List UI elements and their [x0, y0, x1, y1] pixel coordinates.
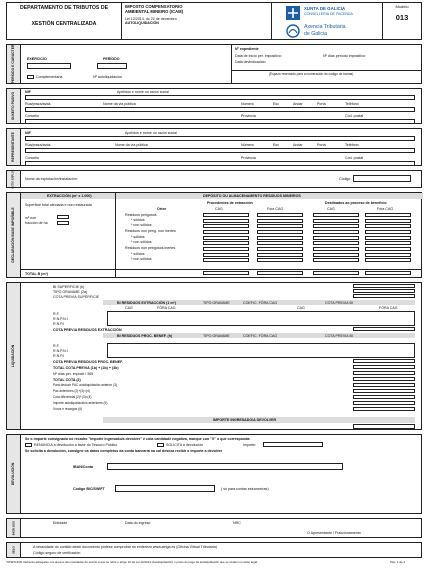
- nonhazardous-label: Residuos non perig. non inertes: [125, 229, 176, 233]
- date-label: Data do ingreso: [125, 521, 151, 525]
- base-cell[interactable]: [365, 258, 411, 262]
- rep-nif-field[interactable]: [25, 136, 415, 141]
- entity-label: Entidade: [53, 521, 68, 525]
- rep-city-field[interactable]: [25, 161, 415, 166]
- base-total-cell[interactable]: [257, 271, 303, 275]
- logo-box: [272, 2, 382, 40]
- refund-line1: Se o importe consignado no recadro "Importe ingresado/a devolver" é cota cantidade negativa, marque cun "X" o que corresponda:: [25, 437, 251, 441]
- renounce-checkbox[interactable]: [25, 443, 32, 447]
- extraction-cag-2: CAG: [297, 306, 305, 310]
- period-divider: [231, 45, 232, 83]
- base-cell[interactable]: [313, 236, 359, 240]
- inert-solid: * sólidos: [131, 252, 145, 256]
- base-cell[interactable]: [365, 253, 411, 257]
- rep-name-label: Apelidos e nome ou razón social: [125, 131, 177, 135]
- base-cell[interactable]: [365, 213, 411, 217]
- base-vline: [115, 193, 116, 277]
- fraction-field[interactable]: [57, 221, 69, 225]
- taxpayer-door: Porta: [317, 102, 326, 106]
- benef-bi-label: BI RESIDUOS PROC. BENEF. (h): [117, 334, 173, 338]
- agency-text-1: Axencia Tributaria: [304, 24, 346, 30]
- base-cell[interactable]: [257, 230, 303, 234]
- taxpayer-street-name: Nome da vía pública: [103, 102, 136, 106]
- iban-label: IBAN/Conta: [73, 465, 93, 469]
- nonhazardous-nonsolid: * non sólidos: [131, 240, 152, 244]
- taxpayer-nif-label: NIF: [25, 90, 31, 94]
- verification-side: [7, 543, 21, 557]
- base-total-cell[interactable]: [365, 271, 411, 275]
- taxpayer-number: Número: [241, 102, 254, 106]
- activity-section: [6, 170, 422, 188]
- liquidation-section: [6, 282, 422, 430]
- deduct-pac: Para deducir PAC autoliquidación anterior (3): [53, 383, 117, 387]
- orixe-label: Orixe: [157, 207, 167, 211]
- base-cell[interactable]: [203, 213, 249, 217]
- base-cell[interactable]: [257, 253, 303, 257]
- prev-amounts: Importe autoliquidacións anteriores (5): [53, 401, 108, 405]
- hazardous-label: Residuos perigosos: [125, 213, 157, 217]
- liq-line-3: COTA PREVIA SUPERFICIE: [53, 295, 100, 299]
- base-cell[interactable]: [313, 253, 359, 257]
- liq-field-2[interactable]: [353, 289, 415, 293]
- department-line2: XESTIÓN CENTRALIZADA: [31, 20, 97, 27]
- taxable-base-section: [6, 192, 422, 278]
- rep-municipality: Concello: [25, 156, 39, 160]
- representative-section: [6, 128, 422, 166]
- taxpayer-phone: Teléfono: [345, 102, 359, 106]
- accrual-label: Data devindicación:: [235, 60, 267, 64]
- taxpayer-floor: Andar: [293, 102, 303, 106]
- prev-self-assessment-label: Nº autoliquidación: [93, 75, 122, 79]
- representative-side: [7, 129, 21, 165]
- base-cell[interactable]: [257, 247, 303, 251]
- request-label: SOLICITA a devolución: [166, 443, 204, 447]
- taxpayer-street-type: Rúa/praza/avda.: [25, 102, 52, 106]
- base-cell[interactable]: [203, 247, 249, 251]
- base-total-line: [21, 269, 421, 270]
- period-hline: [231, 70, 421, 71]
- m2-field[interactable]: [57, 215, 69, 219]
- verification-section: [6, 542, 422, 558]
- benef-grid[interactable]: [107, 343, 415, 358]
- base-cell[interactable]: [257, 236, 303, 240]
- period-section: [6, 44, 422, 84]
- base-cell[interactable]: [313, 219, 359, 223]
- logo-text-1: XUNTA DE GALICIA: [304, 6, 346, 11]
- extraction-rnpni: R.N.P.N.I: [53, 317, 68, 321]
- liq-line-1: BI SUPERFICIE (b): [53, 285, 85, 289]
- rep-postal-code: Cód. postal: [345, 156, 364, 160]
- complementary-option[interactable]: [27, 75, 62, 79]
- coef-fora-cag-2: COEFIC. FÓRA CAG: [243, 334, 278, 338]
- base-side: [7, 193, 21, 277]
- hazardous-solid: * sólidos: [131, 218, 145, 222]
- tipo-gravame-1: TIPO GRAVAME: [203, 301, 230, 305]
- benef-cota-field[interactable]: [353, 359, 415, 363]
- file-no-label: Nº expediente: [235, 47, 259, 51]
- tax-title-line1: IMPOSTO COMPENSATORIO: [125, 4, 183, 9]
- diff-quota: Cota diferencial (2)+(3)=(4): [53, 395, 92, 399]
- period-side-label: PERÍODO E CARÁCTER: [10, 44, 15, 84]
- base-cell[interactable]: [257, 213, 303, 217]
- rep-door: Porta: [317, 143, 326, 147]
- liq-field-3[interactable]: [353, 294, 415, 298]
- logo-text-2: CONSELLERÍA DE FACENDA: [304, 12, 353, 16]
- bic-field[interactable]: [115, 485, 215, 492]
- payment-side: [7, 519, 21, 537]
- liquidation-side: [7, 283, 21, 429]
- rep-stair: Esc: [273, 143, 279, 147]
- verification-line2: Código seguro de verificación: [33, 551, 81, 555]
- taxpayer-name-label: Apelidos e nome ou razón social: [117, 90, 169, 94]
- nrc-label: NRC: [233, 521, 241, 525]
- payment-side-label: INGR. ESO: [10, 520, 15, 536]
- cota-previa-bi-2: COTA PREVIA BI: [325, 334, 353, 338]
- cag-col-2: CAG: [327, 207, 335, 211]
- extraction-fora-cag-2: FÓRA CAG: [379, 306, 398, 310]
- surface-label: Superficie total afectada e non restaurada: [25, 203, 92, 207]
- fraction-label: fracción de ha: [25, 221, 48, 225]
- liquidation-side-label: LIQUIDACIÓN: [10, 344, 15, 368]
- tax-title-box: [121, 2, 272, 40]
- base-total-cell[interactable]: [203, 271, 249, 275]
- base-cell[interactable]: [365, 241, 411, 245]
- taxpayer-nif-field[interactable]: [25, 95, 415, 100]
- taxpayer-postal-code: Cód. postal: [345, 114, 364, 118]
- refund-import-label: Importe:: [243, 443, 257, 447]
- taxpayer-side: [7, 89, 21, 123]
- cota-previa-bi-1: COTA PREVIA BI: [325, 301, 353, 305]
- form-page: [6, 2, 422, 572]
- operation-name-label: Nome da explotación/instalación:: [25, 177, 78, 181]
- waste-header: DEPÓSITO OU ALMACENAMENTO RESIDUOS MINEIROS: [203, 194, 301, 198]
- total-cota: TOTAL COTA (2): [53, 378, 81, 382]
- complementary-label: Complementaria: [36, 75, 63, 79]
- base-cell[interactable]: [365, 247, 411, 251]
- activity-side-label: ACTIV. EXPLOT.: [11, 169, 15, 189]
- tax-period-label: Data de inicio per. impositivo:: [235, 54, 282, 58]
- renounce-label: RENUNCIA á devolución a favor do Tesouro Público: [34, 443, 118, 447]
- to-pay-label: IMPORTE INGRESADO/A DEVOLVER: [213, 418, 277, 422]
- foreign-label: ( só para contas estranxeiras): [221, 487, 269, 491]
- refund-section: [6, 434, 422, 514]
- exercise-field[interactable]: [27, 63, 71, 69]
- base-cell[interactable]: [313, 213, 359, 217]
- base-cell[interactable]: [203, 236, 249, 240]
- tax-title-line2: AMBIENTAL MINEIRO (ICAM): [125, 8, 183, 14]
- rep-street-name: Nome da vía pública: [115, 143, 148, 147]
- model-label: Modelo: [395, 4, 409, 9]
- taxpayer-side-label: SUXEITO PASIVO: [10, 91, 15, 121]
- base-cell[interactable]: [365, 224, 411, 228]
- request-option[interactable]: [157, 443, 203, 447]
- extraction-fora-cag: FÓRA CAG: [157, 306, 176, 310]
- base-cell[interactable]: [257, 258, 303, 262]
- rep-province: Provincia: [241, 156, 256, 160]
- model-number: 013: [395, 12, 409, 22]
- origin-label: Procedentes de extracción: [207, 201, 253, 205]
- base-cell[interactable]: [313, 241, 359, 245]
- fora-cag-col-1: Fóra CAG: [267, 207, 284, 211]
- base-total-label: TOTAL B (m³): [25, 272, 48, 276]
- period-side: [7, 45, 21, 83]
- period-label: PERÍODO: [103, 57, 120, 61]
- total-cota-previa-field[interactable]: [353, 365, 415, 369]
- extraction-rnpi: R.N.P.I: [53, 322, 65, 326]
- payment-section: [6, 518, 422, 538]
- base-cell[interactable]: [365, 219, 411, 223]
- prev-pac: Pac anteriores (2)+(3)=(4): [53, 389, 90, 393]
- taxpayer-stair: Esc: [273, 102, 279, 106]
- iban-field[interactable]: [107, 463, 343, 470]
- renounce-option[interactable]: [25, 443, 117, 447]
- fora-cag-col-2: Fóra CAG: [377, 207, 394, 211]
- extraction-bi-label: BI RESIDUOS EXTRACCIÓN (1 m³): [117, 301, 176, 305]
- base-cell[interactable]: [203, 219, 249, 223]
- taxpayer-section: [6, 88, 422, 124]
- coef-fora-cag-1: COEFIC. FÓRA CAG: [243, 301, 278, 305]
- refund-line2: Se solicita a devolución, consigne os datos completos da conta bancaria na cal desexa recibir o importe a devolver: [25, 449, 223, 453]
- taxpayer-province: Provincia: [241, 114, 256, 118]
- exercise-label: EXERCICIO: [27, 57, 47, 61]
- rep-floor: Andar: [293, 143, 303, 147]
- diff-quota-field[interactable]: [353, 395, 415, 399]
- hazardous-nonsolid: * non sólidos: [131, 223, 152, 227]
- extraction-cag: CAG: [125, 306, 133, 310]
- base-side-label: DECLARACIÓN BASE IMPOÑIBLE: [10, 207, 15, 263]
- deduct-pac-field[interactable]: [353, 383, 415, 387]
- operation-code-label: Código: [339, 177, 351, 181]
- interest: Xuros e recargos (6): [53, 407, 83, 411]
- cag-col-1: CAG: [215, 207, 223, 211]
- base-cell[interactable]: [365, 230, 411, 234]
- base-cell[interactable]: [203, 258, 249, 262]
- base-cell[interactable]: [313, 247, 359, 251]
- base-cell[interactable]: [313, 224, 359, 228]
- footer-note: *ATENCIÓN: Deberán achegarse cos anexos dos resultados do escrito a que se refire o artigo 10 da Lei 12/2014 (Autoliquidación) o prazo do pago da autoliquidación que se sinalen no aviso legal.: [6, 561, 258, 564]
- verification-side-label: SELO: [10, 546, 15, 554]
- rep-street-type: Rúa/praza/avda.: [25, 143, 52, 147]
- page-number: Páx. 1 de 2: [390, 560, 406, 564]
- liq-field-1[interactable]: [353, 284, 415, 288]
- request-checkbox[interactable]: [157, 443, 164, 447]
- representative-side-label: REPRESENTANTE: [10, 132, 15, 162]
- extraction-rf: R.F.: [53, 312, 60, 316]
- rep-address-field[interactable]: [25, 148, 415, 153]
- benef-rf: R.F.: [53, 344, 60, 348]
- payment-note: O Apresentante / Fraccionamento: [307, 531, 361, 535]
- base-cell[interactable]: [365, 236, 411, 240]
- base-cell[interactable]: [203, 224, 249, 228]
- base-cell[interactable]: [203, 230, 249, 234]
- base-cell[interactable]: [257, 224, 303, 228]
- taxpayer-city-field[interactable]: [25, 119, 415, 124]
- days-ratio: Nº días per. imposit / 365: [53, 372, 94, 376]
- xunta-logo-icon: [286, 6, 300, 20]
- activity-side: [7, 171, 21, 187]
- liq-line-2: TIPO GRAVAME (2a): [53, 290, 88, 294]
- taxpayer-municipality: Concello: [25, 114, 39, 118]
- extraction-cota-previa: COTA PREVIA RESIDUOS EXTRACCIÓN: [53, 328, 122, 332]
- m2-label: m² non: [25, 216, 37, 220]
- complementary-checkbox[interactable]: [27, 75, 34, 79]
- rep-number: Número: [241, 143, 254, 147]
- rep-nif-label: NIF: [25, 131, 31, 135]
- operation-code-field[interactable]: [353, 175, 411, 182]
- inert-label: Residuos non perigosos inertes: [125, 246, 176, 250]
- prev-amounts-field[interactable]: [353, 401, 415, 405]
- department-line1: DEPARTAMENTO DE TRIBUTOS DE: [19, 5, 109, 11]
- days-ratio-field[interactable]: [353, 371, 415, 375]
- refund-side: [7, 435, 21, 513]
- self-assessment-label: AUTOLIQUIDACIÓN: [125, 20, 159, 25]
- tipo-gravame-2: TIPO GRAVAME: [203, 334, 230, 338]
- base-cell[interactable]: [313, 230, 359, 234]
- bic-label: Código BIC/SWIFT: [73, 487, 105, 491]
- refund-side-label: DEVOLUCIÓN: [10, 462, 15, 486]
- total-cota-previa: TOTAL COTA PREVIA (1b) + (2b) + (3b): [53, 366, 119, 370]
- agency-text-2: de Galicia: [304, 31, 328, 37]
- extraction-header: EXTRACCIÓN (m³ x 1.000): [47, 194, 92, 198]
- period-field[interactable]: [97, 63, 127, 69]
- department-header: [6, 2, 121, 40]
- reserved-label: (Espazo reservado para a numeración do código de barras): [269, 72, 354, 76]
- total-cota-field[interactable]: [353, 377, 415, 381]
- law-reference: Lei 12/2014, do 22 de decembro: [125, 16, 177, 21]
- benef-rnpni: R.N.P.N.I: [53, 349, 68, 353]
- base-cell[interactable]: [203, 253, 249, 257]
- inert-nonsolid: * non sólidos: [131, 257, 152, 261]
- base-cell[interactable]: [257, 241, 303, 245]
- prev-pac-field[interactable]: [353, 389, 415, 393]
- destination-label: Destinados ao proceso de beneficio: [325, 201, 387, 205]
- benef-cota-previa: COTA PREVIA RESIDUOS PROC. BENEF.: [53, 360, 123, 364]
- verification-line1: A veracidade do contido deste documento pódese comprobar no enderezo www.atriga.es (Oficina Virtual Tributaria): [33, 545, 217, 549]
- model-box: [382, 2, 422, 40]
- to-pay-field[interactable]: [353, 424, 415, 429]
- taxpayer-address-field[interactable]: [25, 107, 415, 112]
- atriga-logo-icon: [286, 24, 300, 38]
- rep-phone: Teléfono: [345, 143, 359, 147]
- base-cell[interactable]: [203, 241, 249, 245]
- base-cell[interactable]: [257, 219, 303, 223]
- base-cell[interactable]: [313, 258, 359, 262]
- refund-import-field[interactable]: [263, 442, 323, 447]
- base-total-cell[interactable]: [313, 271, 359, 275]
- extraction-cota-field[interactable]: [353, 327, 415, 331]
- interest-field[interactable]: [353, 407, 415, 411]
- nonhazardous-solid: * sólidos: [131, 235, 145, 239]
- benef-rnpi: R.N.P.I: [53, 354, 65, 358]
- extraction-grid[interactable]: [107, 311, 415, 326]
- days-label: Nº días período impositivo:: [323, 54, 366, 58]
